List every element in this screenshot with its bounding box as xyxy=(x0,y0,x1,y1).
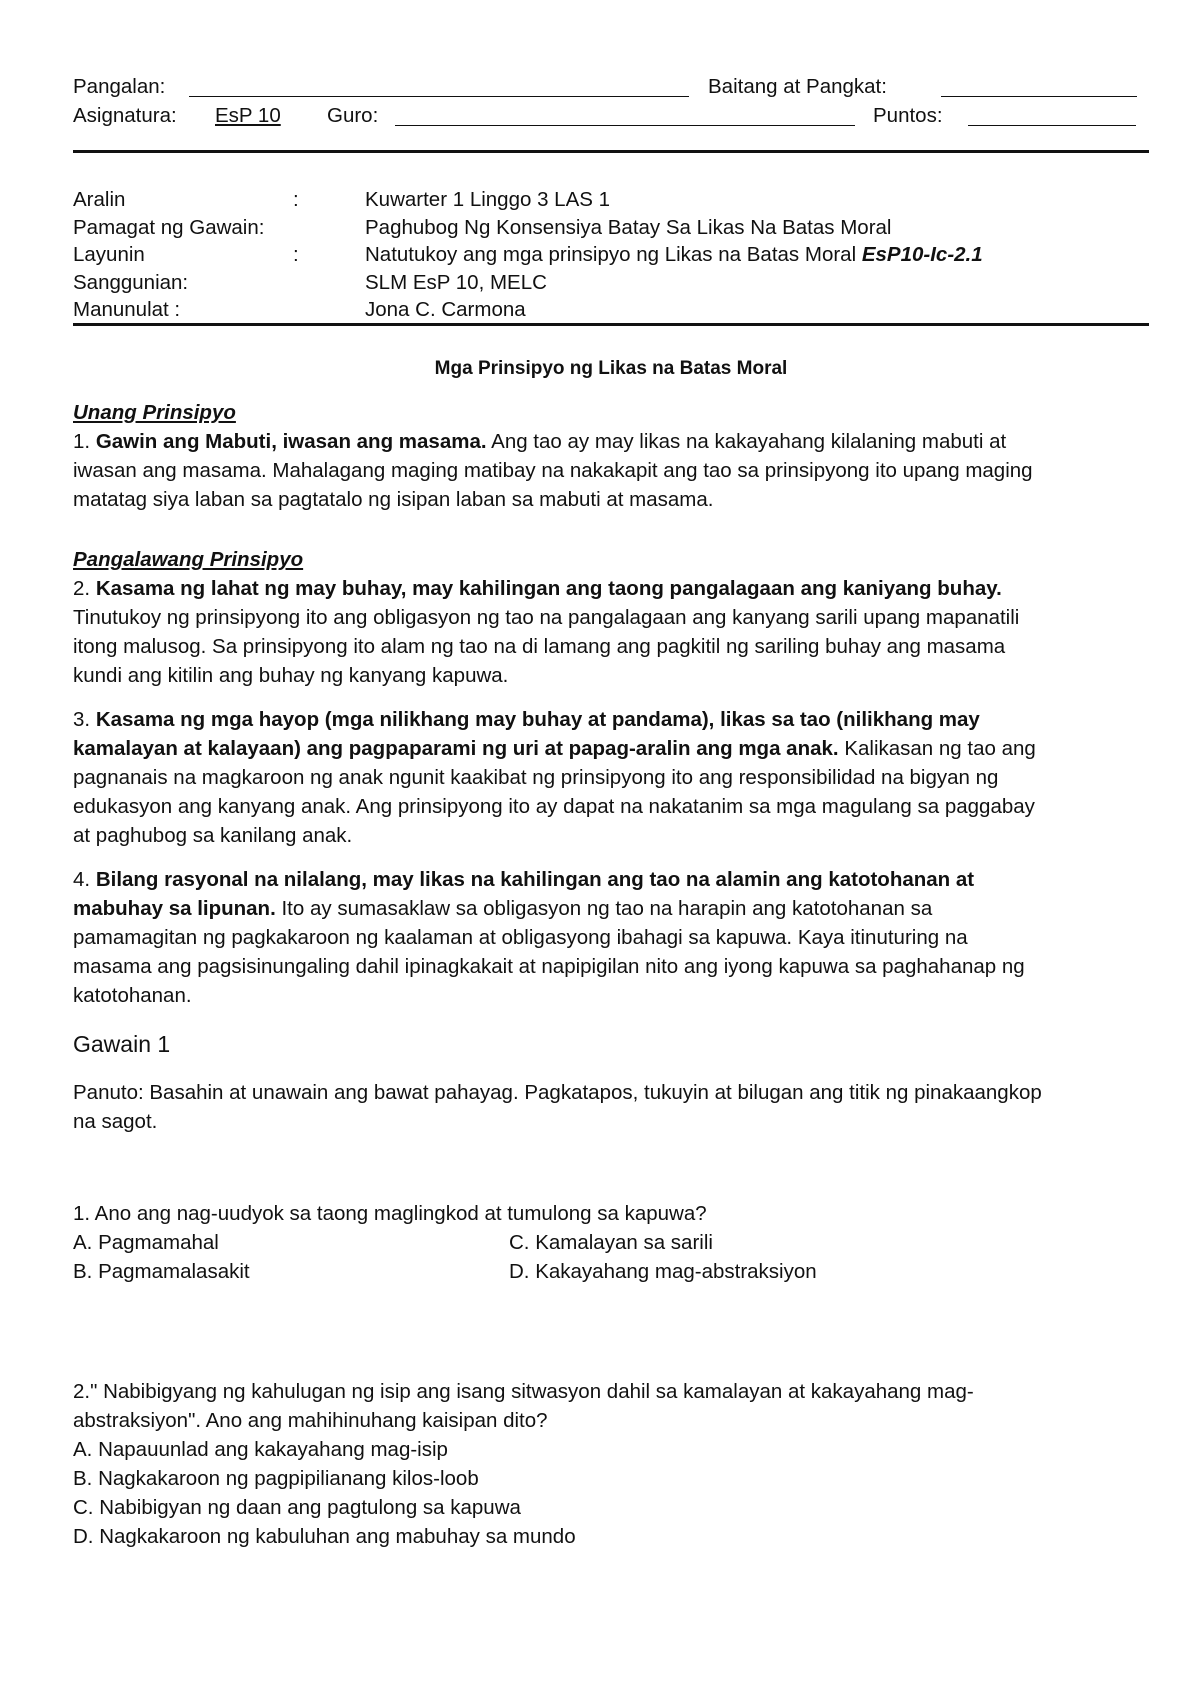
p3-bold-1: Kasama ng mga hayop (mga nilikhang may buhay at pandama), likas sa tao (nilikhang may xyxy=(95,708,980,731)
teacher-field[interactable] xyxy=(395,103,855,126)
teacher-label: Guro: xyxy=(327,104,379,127)
p1-num: 1. xyxy=(73,430,91,453)
objective-value xyxy=(365,240,983,269)
meta-title xyxy=(73,213,1149,242)
question-1: 1. Ano ang nag-uudyok sa taong maglingkod at tumulong sa kapuwa? xyxy=(73,1202,707,1225)
principle-4-line-1 xyxy=(73,865,1149,894)
header-divider xyxy=(73,150,1149,153)
meta-lesson xyxy=(73,185,1149,214)
subject-value: EsP 10 xyxy=(215,104,281,127)
p4-num: 4. xyxy=(73,868,91,891)
lesson-key: Aralin xyxy=(73,188,126,211)
p1-bold: Gawin ang Mabuti, iwasan ang masama. xyxy=(95,430,487,453)
grade-label: Baitang at Pangkat: xyxy=(708,75,887,98)
principle-1-title: Unang Prinsipyo xyxy=(73,401,236,424)
question-1-options-row-2 xyxy=(73,1257,1149,1286)
principle-4-line-2 xyxy=(73,894,1149,923)
principle-3-line-1 xyxy=(73,705,1149,734)
principle-3-line-5: at paghubog sa kanilang anak. xyxy=(73,824,353,847)
score-label: Puntos: xyxy=(873,104,943,127)
title-key: Pamagat ng Gawain: xyxy=(73,216,265,239)
principle-3-line-3: pagnanais na magkaroon ng anak ngunit kaakibat ng prinsipyong ito ang responsibilidad na bigyan ng xyxy=(73,766,999,789)
p2-bold: Kasama ng lahat ng may buhay, may kahilingan ang taong pangalagaan ang kaniyang buhay. xyxy=(95,577,1002,600)
lesson-colon: : xyxy=(293,188,299,211)
author-key: Manunulat : xyxy=(73,298,181,321)
principle-2-line-3: itong malusog. Sa prinsipyong ito alam ng tao na di lamang ang pagkitil ng sariling buhay ang masama xyxy=(73,635,1006,658)
q2-option-d[interactable]: D. Nagkakaroon ng kabuluhan ang mabuhay sa mundo xyxy=(73,1525,576,1548)
q1-option-d[interactable]: D. Kakayahang mag-abstraksiyon xyxy=(509,1260,817,1283)
q1-option-c[interactable]: C. Kamalayan sa sarili xyxy=(509,1231,713,1254)
principle-4-line-5: katotohanan. xyxy=(73,984,192,1007)
p4-bold-2: mabuhay sa lipunan. xyxy=(73,897,276,920)
question-1-options-row-1 xyxy=(73,1228,1149,1257)
principle-4-line-3: pamamagitan ng pagkakaroon ng kaalaman at obligasyong ibahagi sa kapuwa. Kaya itinuturing na xyxy=(73,926,968,949)
principle-2-line-1 xyxy=(73,574,1149,603)
q2-option-c[interactable]: C. Nabibigyan ng daan ang pagtulong sa kapuwa xyxy=(73,1496,521,1519)
objective-code: EsP10-Ic-2.1 xyxy=(861,243,983,266)
objective-key: Layunin xyxy=(73,243,145,266)
principle-2-line-2: Tinutukoy ng prinsipyong ito ang obligasyon ng tao na pangalagaan ang kanyang sarili upang mapanatili xyxy=(73,606,1020,629)
principle-1-line-2: iwasan ang masama. Mahalagang maging matibay na nakakapit ang tao sa prinsipyong ito upang maging xyxy=(73,459,1033,482)
principle-1-heading xyxy=(73,398,1149,427)
author-value: Jona C. Carmona xyxy=(365,298,526,321)
title-value: Paghubog Ng Konsensiya Batay Sa Likas Na Batas Moral xyxy=(365,216,892,239)
subject-label: Asignatura: xyxy=(73,104,177,127)
header-row-1 xyxy=(73,72,1149,101)
meta-reference xyxy=(73,268,1149,297)
principle-2-title: Pangalawang Prinsipyo xyxy=(73,548,304,571)
objective-text: Natutukoy ang mga prinsipyo ng Likas na Batas Moral xyxy=(365,243,857,266)
p3-num: 3. xyxy=(73,708,91,731)
question-2-line-2: abstraksiyon". Ano ang mahihinuhang kaisipan dito? xyxy=(73,1409,548,1432)
p2-num: 2. xyxy=(73,577,91,600)
score-field[interactable] xyxy=(968,103,1136,126)
principle-1-line-3: matatag siya laban sa pagtatalo ng isipan laban sa mabuti at masama. xyxy=(73,488,714,511)
header-row-2 xyxy=(73,101,1149,130)
principle-1-line-1 xyxy=(73,427,1149,456)
principle-3-line-2 xyxy=(73,734,1149,763)
activity-title: Gawain 1 xyxy=(73,1031,171,1057)
q2-option-b[interactable]: B. Nagkakaroon ng pagpipilianang kilos-loob xyxy=(73,1467,479,1490)
objective-colon: : xyxy=(293,243,299,266)
q2-option-a[interactable]: A. Napauunlad ang kakayahang mag-isip xyxy=(73,1438,448,1461)
p4-bold-1: Bilang rasyonal na nilalang, may likas na kahilingan ang tao na alamin ang katotohanan at xyxy=(95,868,975,891)
lesson-value: Kuwarter 1 Linggo 3 LAS 1 xyxy=(365,188,611,211)
question-2-line-1: 2." Nabibigyang ng kahulugan ng isip ang isang sitwasyon dahil sa kamalayan at kakayahang mag- xyxy=(73,1380,974,1403)
p4-text-2: Ito ay sumasaklaw sa obligasyon ng tao na harapin ang katotohanan sa xyxy=(281,897,933,920)
p1-text: Ang tao ay may likas na kakayahang kilalaning mabuti at xyxy=(491,430,1007,453)
name-label: Pangalan: xyxy=(73,75,166,98)
instruction-line-1: Panuto: Basahin at unawain ang bawat pahayag. Pagkatapos, tukuyin at bilugan ang titik ng pinakaangkop xyxy=(73,1081,1042,1104)
name-field[interactable] xyxy=(189,74,689,97)
section-heading: Mga Prinsipyo ng Likas na Batas Moral xyxy=(434,358,788,379)
reference-value: SLM EsP 10, MELC xyxy=(365,271,547,294)
principle-2-line-4: kundi ang kitilin ang buhay ng kanyang kapuwa. xyxy=(73,664,509,687)
p3-bold-2: kamalayan at kalayaan) ang pagpaparami ng uri at papag-aralin ang mga anak. xyxy=(73,737,839,760)
reference-key: Sanggunian: xyxy=(73,271,189,294)
p3-text-2: Kalikasan ng tao ang xyxy=(844,737,1036,760)
principle-4-line-4: masama ang pagsisinungaling dahil ipinagkakait at napipigilan nito ang iyong kapuwa sa paghahanap ng xyxy=(73,955,1025,978)
meta-divider xyxy=(73,323,1149,326)
grade-field[interactable] xyxy=(941,74,1137,97)
meta-objective xyxy=(73,240,1149,269)
q1-option-a[interactable]: A. Pagmamahal xyxy=(73,1231,219,1254)
principle-2-heading xyxy=(73,545,1149,574)
q1-option-b[interactable]: B. Pagmamalasakit xyxy=(73,1260,250,1283)
principle-3-line-4: edukasyon ang kanyang anak. Ang prinsipyong ito ay dapat na nakatanim sa mga magulang sa paggabay xyxy=(73,795,1035,818)
meta-author xyxy=(73,295,1149,324)
instruction-line-2: na sagot. xyxy=(73,1110,158,1133)
